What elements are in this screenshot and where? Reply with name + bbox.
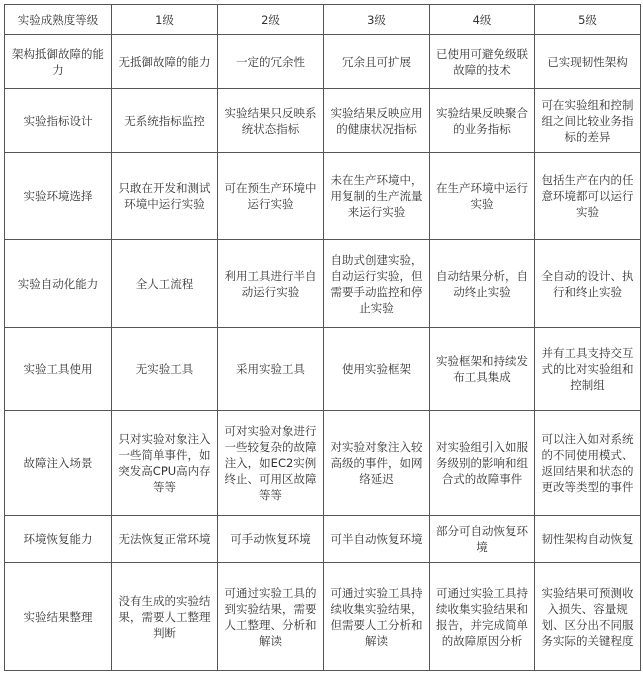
table-cell: 对实验对象注入较高级的事件，如网络延迟 [324,411,430,516]
table-cell: 实验框架和持续发布工具集成 [430,328,535,411]
table-row [5,328,641,411]
table-row [5,240,641,328]
table-cell: 无法恢复正常环境 [112,516,218,563]
table-row [5,35,641,89]
header-cell-level-5: 5级 [535,5,641,35]
table-cell: 未在生产环境中，用复制的生产流量来运行实验 [324,153,430,240]
table-cell: 并有工具支持交互式的比对实验组和控制组 [535,328,641,411]
table-row [5,89,641,153]
table-row [5,411,641,516]
table-cell: 使用实验框架 [324,328,430,411]
table-cell: 冗余且可扩展 [324,35,430,89]
table-cell: 可手动恢复环境 [218,516,324,563]
table-cell: 可以注入如对系统的不同使用模式、返回结果和状态的更改等类型的事件 [535,411,641,516]
table-cell: 自动结果分析，自动终止实验 [430,240,535,328]
maturity-table [4,4,641,671]
row-label: 实验自动化能力 [5,240,112,328]
row-label: 实验环境选择 [5,153,112,240]
table-cell: 无实验工具 [112,328,218,411]
row-label: 实验结果整理 [5,563,112,671]
table-cell: 只敢在开发和测试环境中运行实验 [112,153,218,240]
table-cell: 可在实验组和控制组之间比较业务指标的差异 [535,89,641,153]
table-cell: 可在预生产环境中运行实验 [218,153,324,240]
table-cell: 包括生产在内的任意环境都可以运行实验 [535,153,641,240]
table-cell: 可通过实验工具的到实验结果，需要人工整理、分析和解读 [218,563,324,671]
header-cell-level-4: 4级 [430,5,535,35]
table-cell: 可通过实验工具持续收集实验结果和报告，并完成简单的故障原因分析 [430,563,535,671]
header-row [5,5,641,35]
table-row [5,153,641,240]
header-cell-level-3: 3级 [324,5,430,35]
table-cell: 在生产环境中运行实验 [430,153,535,240]
table-cell: 已使用可避免级联故障的技术 [430,35,535,89]
table-cell: 可通过实验工具持续收集实验结果，但需要人工分析和解读 [324,563,430,671]
table-cell: 实验结果反映应用的健康状况指标 [324,89,430,153]
table-cell: 韧性架构自动恢复 [535,516,641,563]
table-cell: 实验结果可预测收入损失、容量规划、区分出不同服务实际的关键程度 [535,563,641,671]
header-cell-level-2: 2级 [218,5,324,35]
table-row [5,516,641,563]
row-label: 环境恢复能力 [5,516,112,563]
table-cell: 无系统指标监控 [112,89,218,153]
table-cell: 自助式创建实验，自动运行实验，但需要手动监控和停止实验 [324,240,430,328]
table-cell: 无抵御故障的能力 [112,35,218,89]
table-cell: 只对实验对象注入一些简单事件，如突发高CPU高内存等等 [112,411,218,516]
row-label: 故障注入场景 [5,411,112,516]
table-cell: 全人工流程 [112,240,218,328]
table-cell: 对实验组引入如服务级别的影响和组合式的故障事件 [430,411,535,516]
row-label: 架构抵御故障的能力 [5,35,112,89]
row-label: 实验工具使用 [5,328,112,411]
table-cell: 已实现韧性架构 [535,35,641,89]
header-cell-level-1: 1级 [112,5,218,35]
row-label: 实验指标设计 [5,89,112,153]
table-cell: 一定的冗余性 [218,35,324,89]
table-cell: 部分可自动恢复环境 [430,516,535,563]
table-cell: 没有生成的实验结果，需要人工整理判断 [112,563,218,671]
table-cell: 实验结果反映聚合的业务指标 [430,89,535,153]
table-row [5,563,641,671]
header-cell-level-title: 实验成熟度等级 [5,5,112,35]
table-cell: 可半自动恢复环境 [324,516,430,563]
table-cell: 利用工具进行半自动运行实验 [218,240,324,328]
table-cell: 可对实验对象进行一些较复杂的故障注入，如EC2实例终止、可用区故障等等 [218,411,324,516]
table-cell: 全自动的设计、执行和终止实验 [535,240,641,328]
table-cell: 采用实验工具 [218,328,324,411]
table-cell: 实验结果只反映系统状态指标 [218,89,324,153]
